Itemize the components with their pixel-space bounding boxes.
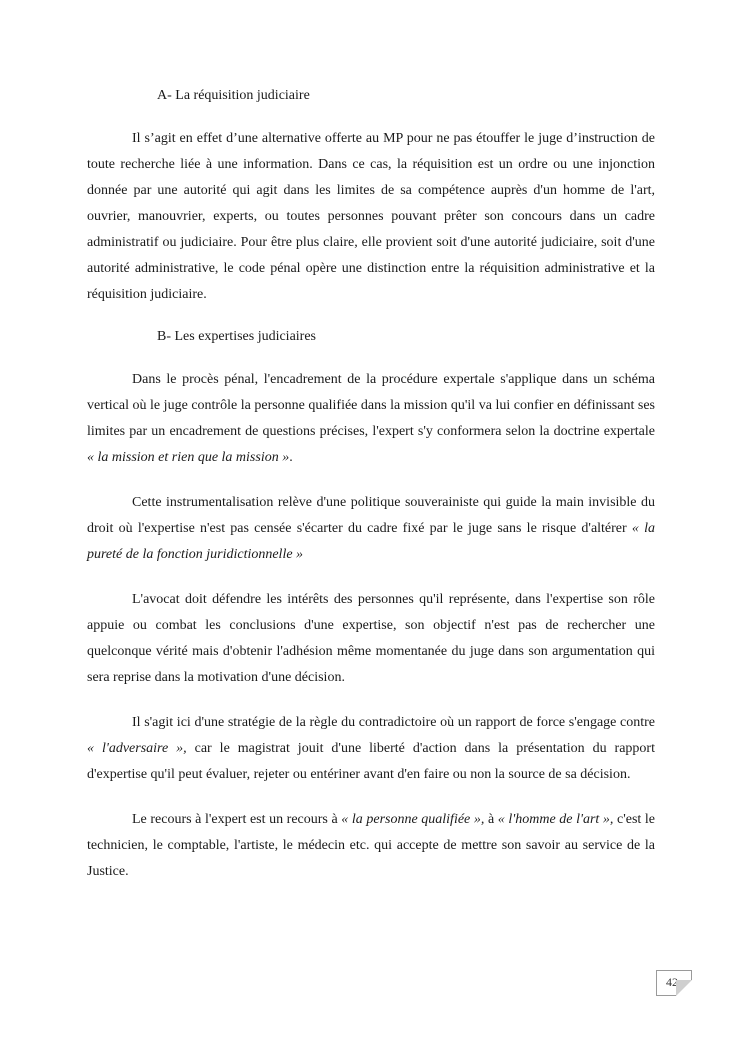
text-run: c'est le technicien, le comptable, l'artiste, le médecin etc. qui accepte de mettre son savoir au service de la Justice. — [87, 812, 655, 879]
section-heading-a: A- La réquisition judiciaire — [157, 88, 310, 103]
italic-quote: « la personne qualifiée », — [341, 812, 485, 827]
text-run: . — [289, 450, 293, 465]
paragraph — [87, 367, 655, 471]
paragraph — [87, 126, 655, 308]
italic-quote: « la mission et rien que la mission » — [87, 450, 290, 465]
folded-corner-icon — [676, 980, 692, 996]
paragraph — [87, 710, 655, 788]
document-page — [87, 86, 655, 904]
text-run: Cette instrumentalisation relève d'une politique souverainiste qui guide la main invisible du droit où l'expertise n'est pas censée s'écarter du cadre fixé par le juge sans le risque d'altérer — [87, 495, 655, 536]
text-run: Il s'agit ici d'une stratégie de la règle du contradictoire où un rapport de force s'engage contre — [132, 715, 655, 730]
paragraph — [87, 587, 655, 691]
text-run: Le recours à l'expert est un recours à — [132, 812, 342, 827]
text-run: Il s’agit en effet d’une alternative offerte au MP pour ne pas étouffer le juge d’instruction de toute recherche liée à une information. Dans ce cas, la réquisition est un ordre ou une injonction donnée par une autorité qui agit dans les limites de sa compétence auprès d'un homme de l'art, ouvrier, manouvrier, experts, ou toutes personnes pouvant prêter son concours dans un cadre administratif ou judiciaire. Pour être plus claire, elle provient soit d'une autorité judiciaire, soit d'une autorité administrative, le code pénal opère une distinction entre la réquisition administrative et la réquisition judiciaire. — [87, 131, 655, 302]
section-heading-b: B- Les expertises judiciaires — [157, 329, 317, 344]
text-run: L'avocat doit défendre les intérêts des personnes qu'il représente, dans l'expertise son rôle appuie ou combat les conclusions d'une expertise, son objectif n'est pas de rechercher une quelconque vérité mais d'obtenir l'adhésion même momentanée du juge dans son argumentation qui sera reprise dans la motivation d'une décision. — [87, 592, 655, 685]
italic-quote: « l'adversaire », — [87, 741, 187, 756]
paragraph — [87, 807, 655, 885]
italic-quote: « l'homme de l'art », — [497, 812, 614, 827]
page-number-box — [656, 970, 692, 996]
page-number: 42 — [666, 975, 678, 989]
paragraph — [87, 490, 655, 568]
text-run: Dans le procès pénal, l'encadrement de la procédure expertale s'applique dans un schéma vertical où le juge contrôle la personne qualifiée dans la mission qu'il va lui confier en définissant ses limites par un encadrement de questions précises, l'expert s'y conformera selon la doctrine expertale — [87, 372, 655, 439]
italic-quote: « la pureté de la fonction juridictionnelle » — [87, 521, 656, 562]
text-run: car le magistrat jouit d'une liberté d'action dans la présentation du rapport d'expertise qu'il peut évaluer, rejeter ou entériner avant d'en faire ou non la source de sa décision. — [87, 741, 655, 782]
text-run: à — [484, 812, 498, 827]
